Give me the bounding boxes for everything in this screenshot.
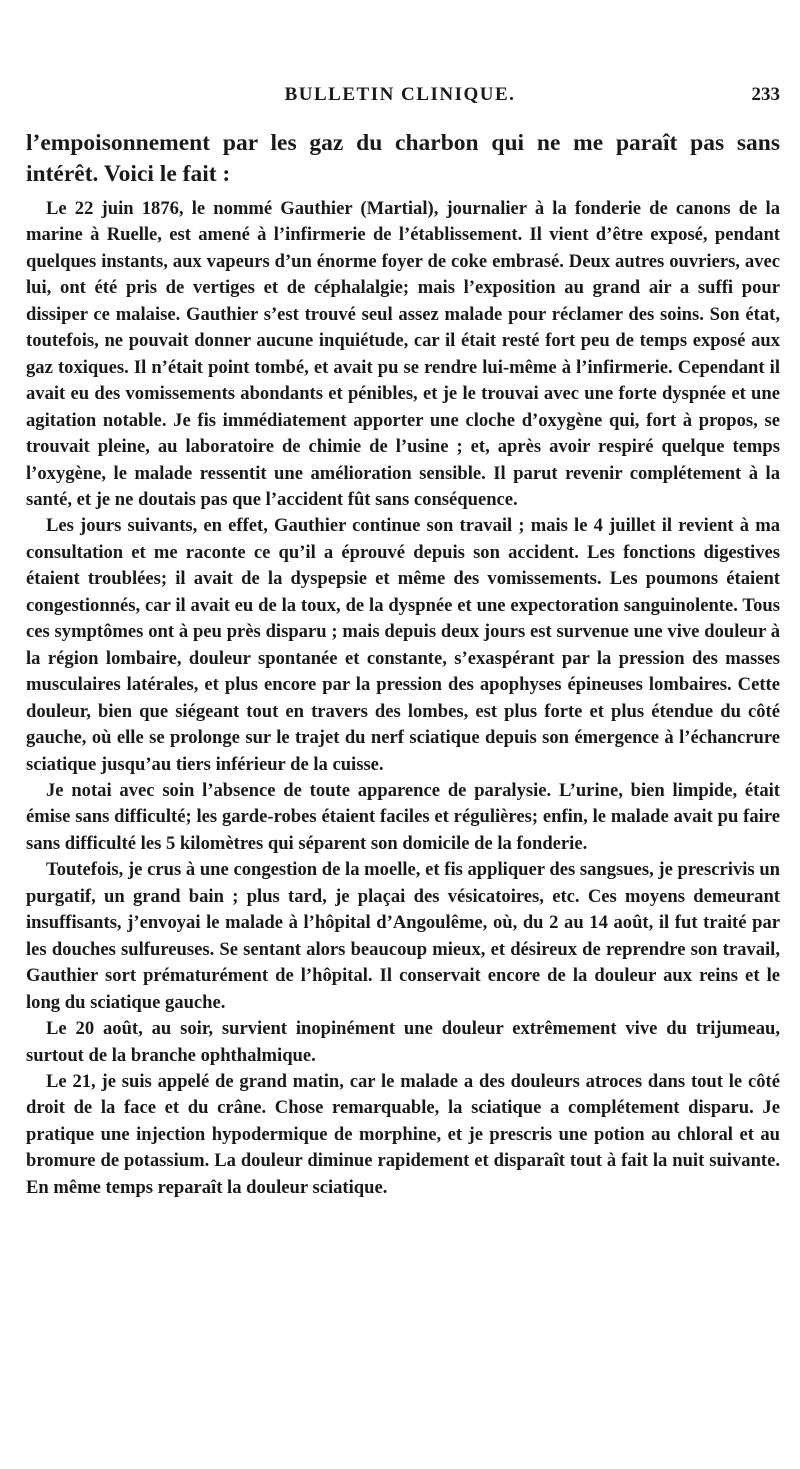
paragraph-5: Le 20 août, au soir, survient inopinément une douleur extrêmement vive du trijumeau, surtout de la branche ophthalmique. bbox=[26, 1018, 780, 1066]
paragraph-1: Le 22 juin 1876, le nommé Gauthier (Martial), journalier à la fonderie de canons de la marine à Ruelle, est amené à l’infirmerie de l’établissement. Il vient d’être exposé, pendant quelques instants, aux vapeurs d’un énorme foyer de coke embrasé. Deux autres ouvriers, avec lui, ont été pris de vertiges et de céphalalgie; mais l’exposition au grand air a suffi pour dissiper ce malaise. Gauthier s’est trouvé seul assez malade pour réclamer des soins. Son état, toutefois, ne pouvait donner aucune inquiétude, car il était resté fort peu de temps exposé aux gaz toxiques. Il n’était point tombé, et avait pu se rendre lui-même à l’infirmerie. Cependant il avait eu des vomissements abondants et pénibles, et je le trouvai avec une forte dyspnée et une agitation notable. Je fis immédiatement apporter une cloche d’oxygène qui, fort à propos, se trouvait pleine, au laboratoire de chimie de l’usine ; et, après avoir respiré quelque temps l’oxygène, le malade ressentit une amélioration sensible. Il parut revenir complétement à la santé, et je ne doutais pas que l’accident fût sans conséquence. bbox=[26, 198, 780, 510]
running-title: BULLETIN CLINIQUE. bbox=[284, 84, 516, 105]
lead-paragraph: l’empoisonnement par les gaz du charbon qui ne me paraît pas sans intérêt. Voici le fait : bbox=[26, 130, 780, 187]
paragraph-6: Le 21, je suis appelé de grand matin, car le malade a des douleurs atroces dans tout le côté droit de la face et du crâne. Chose remarquable, la sciatique a complétement disparu. Je pratique une injection hypodermique de morphine, et je prescris une potion au chloral et au bromure de potassium. La douleur diminue rapidement et disparaît tout à fait la nuit suivante. En même temps reparaît la douleur sciatique. bbox=[26, 1070, 780, 1198]
running-head bbox=[0, 84, 800, 112]
paragraph-3: Je notai avec soin l’absence de toute apparence de paralysie. L’urine, bien limpide, était émise sans difficulté; les garde-robes étaient faciles et régulières; enfin, le malade avait pu faire sans difficulté les 5 kilomètres qui séparent son domicile de la fonderie. bbox=[26, 779, 780, 854]
paragraph-2: Les jours suivants, en effet, Gauthier continue son travail ; mais le 4 juillet il revient à ma consultation et me raconte ce qu’il a éprouvé depuis son accident. Les fonctions digestives étaient troublées; il avait de la dyspepsie et même des vomissements. Les poumons étaient congestionnés, car il avait eu de la toux, de la dyspnée et une expectoration sanguinolente. Tous ces symptômes ont à peu près disparu ; mais depuis deux jours est survenue une vive douleur à la région lombaire, douleur spontanée et constante, s’exaspérant par la pression des masses musculaires latérales, et plus encore par la pression des apophyses épineuses lombaires. Cette douleur, bien que siégeant tout en travers des lombes, est plus forte et plus étendue du côté gauche, où elle se prolonge sur le trajet du nerf sciatique depuis son émergence à l’échancrure sciatique jusqu’au tiers inférieur de la cuisse. bbox=[26, 515, 780, 775]
page-number: 233 bbox=[751, 84, 780, 105]
body-text bbox=[26, 128, 780, 1201]
paragraph-4: Toutefois, je crus à une congestion de la moelle, et fis appliquer des sangsues, je prescrivis un purgatif, un grand bain ; plus tard, je plaçai des vésicatoires, etc. Ces moyens demeurant insuffisants, j’envoyai le malade à l’hôpital d’Angoulême, où, du 2 au 14 août, il fut traité par les douches sulfureuses. Se sentant alors beaucoup mieux, et désireux de reprendre son travail, Gauthier sort prématurément de l’hôpital. Il conservait encore de la douleur aux reins et le long du sciatique gauche. bbox=[26, 859, 780, 1013]
